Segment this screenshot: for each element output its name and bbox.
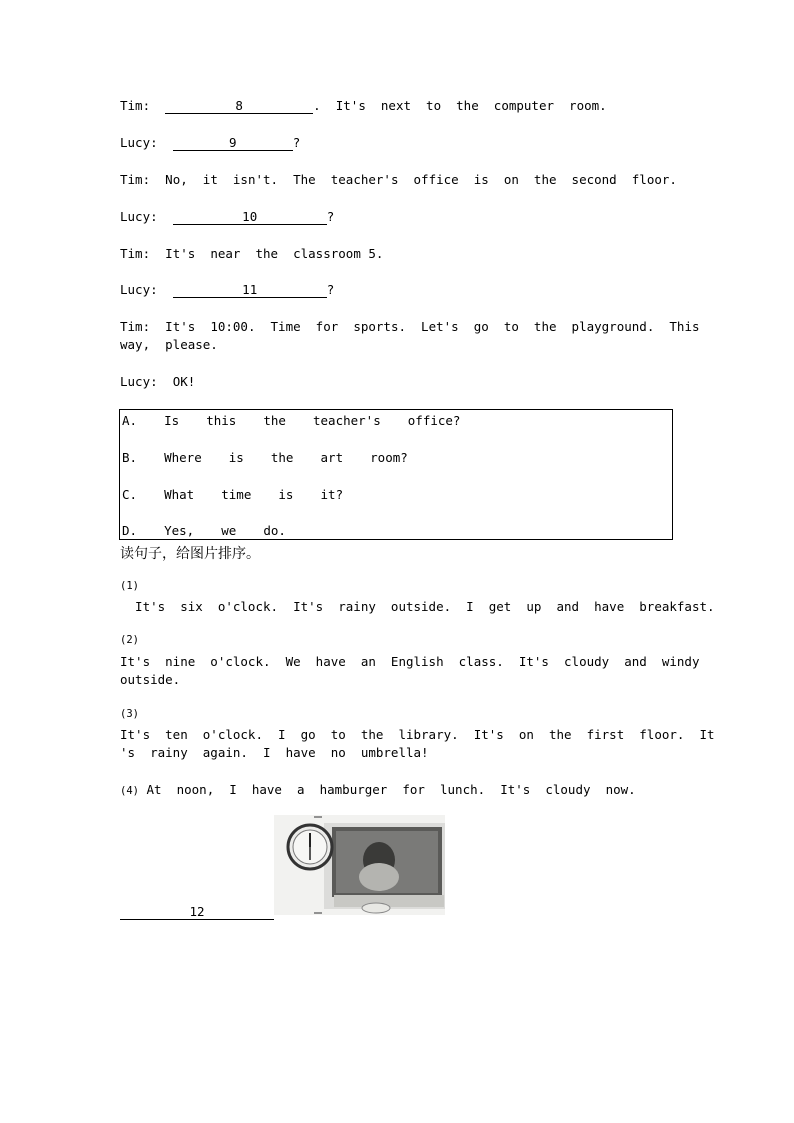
sentence-number-3: (3) [120,708,139,720]
dialogue-line-2 [120,134,300,152]
sentence-3: It's ten o'clock. I go to the library. It's on the first floor. It [120,727,715,742]
speaker: Tim: [120,246,151,261]
dialogue-line-7 [120,318,700,336]
speaker: Lucy: [120,282,158,297]
sentence-number-4: (4) [120,785,139,797]
speaker: Tim: [120,98,151,113]
dialogue-line-8 [120,373,195,391]
speaker: Lucy: [120,374,158,389]
option-d: D. Yes, we do. [122,523,286,538]
dialogue-text: No, it isn't. The teacher's office is on the second floor. [165,172,677,187]
dialogue-line-1 [120,97,607,115]
sentence-4: At noon, I have a hamburger for lunch. It's cloudy now. [146,782,636,797]
answer-blank-9[interactable]: 9 [173,136,293,151]
dialogue-text: It's near the classroom 5. [165,246,384,261]
dialogue-line-5 [120,245,383,263]
dialogue-text: . It's next to the computer room. [313,98,607,113]
speaker: Tim: [120,172,151,187]
answer-row-12 [120,903,274,921]
speaker: Tim: [120,319,151,334]
sentence-4-row [120,781,636,800]
answer-blank-10[interactable]: 10 [173,210,327,225]
option-a: A. Is this the teacher's office? [122,413,461,428]
dialogue-text: ? [326,282,335,297]
sentence-2: It's nine o'clock. We have an English class. It's cloudy and windy [120,654,700,669]
dialogue-line-3 [120,171,677,189]
section-title: 读句子，给图片排序。 [120,546,260,562]
dialogue-line-7-cont: way, please. [120,337,218,352]
option-c: C. What time is it? [122,487,344,502]
dialogue-text: It's 10:00. Time for sports. Let's go to the playground. This [165,319,700,334]
sentence-1: It's six o'clock. It's rainy outside. I get up and have breakfast. [120,599,715,614]
dialogue-text: OK! [172,374,196,389]
answer-blank-12[interactable]: 12 [120,905,274,920]
clock-and-child-at-window-photo [274,815,445,915]
speaker: Lucy: [120,135,158,150]
sentence-2-cont: outside. [120,672,181,687]
dialogue-text: ? [292,135,301,150]
dialogue-text: ? [326,209,335,224]
options-box [119,409,673,540]
sentence-3-cont: 's rainy again. I have no umbrella! [120,745,429,760]
speaker: Lucy: [120,209,158,224]
answer-blank-11[interactable]: 11 [173,283,327,298]
sentence-number-2: (2) [120,634,139,646]
answer-blank-8[interactable]: 8 [165,99,313,114]
dialogue-line-6 [120,281,334,299]
option-b: B. Where is the art room? [122,450,408,465]
dialogue-line-4 [120,208,334,226]
sentence-number-1: (1) [120,580,139,592]
